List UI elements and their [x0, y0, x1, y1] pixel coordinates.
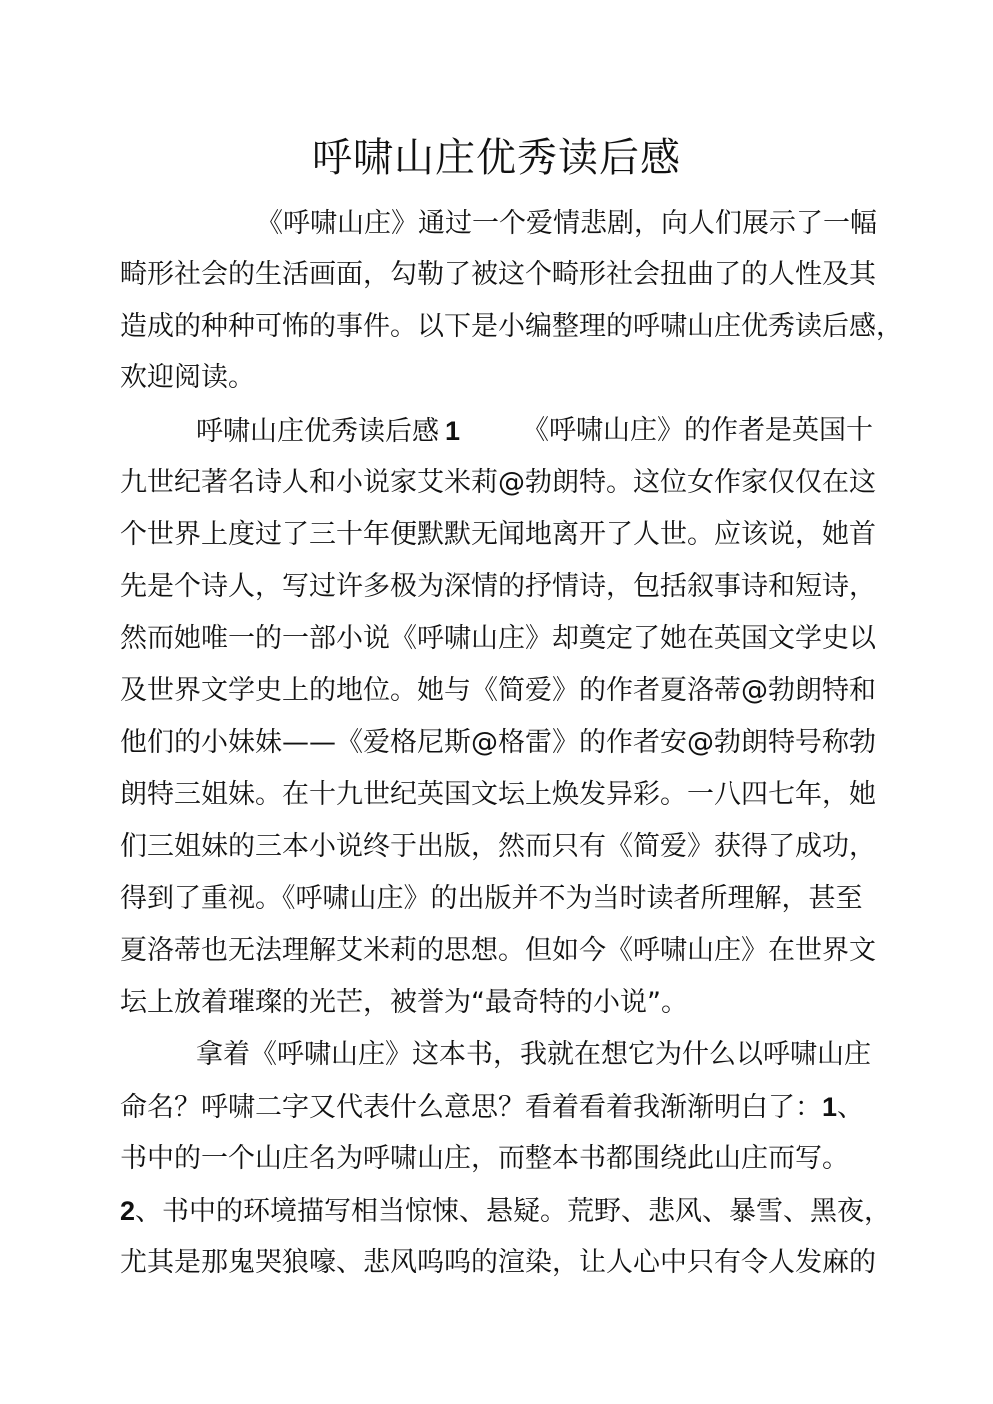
essay-line-8: 朗特三姐妹。在十九世纪英国文坛上焕发异彩。一八四七年，她	[120, 779, 876, 810]
essay-line-7: 他们的小妹妹——《爱格尼斯@格雷》的作者安@勃朗特号称勃	[120, 727, 876, 758]
intro-line-4: 欢迎阅读。	[120, 362, 255, 393]
intro-line-3: 造成的种种可怖的事件。以下是小编整理的呼啸山庄优秀读后感，	[120, 311, 903, 342]
para2-line-2-tail: 、	[837, 1092, 865, 1123]
essay-line-4: 先是个诗人，写过许多极为深情的抒情诗，包括叙事诗和短诗，	[120, 571, 876, 602]
para2-line-2	[120, 1087, 864, 1127]
essay-line-3: 个世界上度过了三十年便默默无闻地离开了人世。应该说，她首	[120, 519, 876, 550]
essay-line-9: 们三姐妹的三本小说终于出版，然而只有《简爱》获得了成功，	[120, 831, 876, 862]
essay-heading	[196, 411, 460, 451]
essay-line-5: 然而她唯一的一部小说《呼啸山庄》却奠定了她在英国文学史以	[120, 623, 876, 654]
para2-line-4	[120, 1191, 891, 1231]
essay-line-2: 九世纪著名诗人和小说家艾米莉@勃朗特。这位女作家仅仅在这	[120, 467, 876, 498]
intro-line-2: 畸形社会的生活画面，勾勒了被这个畸形社会扭曲了的人性及其	[120, 259, 876, 290]
essay-heading-text: 呼啸山庄优秀读后感	[196, 416, 439, 447]
para2-line-4-text: 、书中的环境描写相当惊悚、悬疑。荒野、悲风、暴雪、黑夜，	[135, 1196, 892, 1227]
essay-line-10: 得到了重视。《呼啸山庄》的出版并不为当时读者所理解，甚至	[120, 883, 863, 914]
essay-line-6: 及世界文学史上的地位。她与《简爱》的作者夏洛蒂@勃朗特和	[120, 675, 876, 706]
para2-line-1: 拿着《呼啸山庄》这本书，我就在想它为什么以呼啸山庄	[196, 1039, 871, 1070]
para2-line-4-number: 2	[120, 1196, 136, 1226]
essay-heading-number: 1	[445, 416, 461, 446]
essay-line-12: 坛上放着璀璨的光芒，被誉为“最奇特的小说”。	[120, 987, 688, 1018]
para2-line-5: 尤其是那鬼哭狼嚎、悲风呜呜的渲染，让人心中只有令人发麻的	[120, 1247, 876, 1278]
para2-line-2-number: 1	[822, 1092, 838, 1122]
para2-line-3: 书中的一个山庄名为呼啸山庄，而整本书都围绕此山庄而写。	[120, 1143, 849, 1174]
document-title: 呼啸山庄优秀读后感	[312, 135, 681, 181]
essay-line-11: 夏洛蒂也无法理解艾米莉的思想。但如今《呼啸山庄》在世界文	[120, 935, 876, 966]
essay-line-1-rest: 《呼啸山庄》的作者是英国十	[522, 415, 873, 446]
intro-line-1: 《呼啸山庄》通过一个爱情悲剧，向人们展示了一幅	[256, 208, 877, 239]
para2-line-2-text: 命名？呼啸二字又代表什么意思？看着看着我渐渐明白了：	[120, 1092, 822, 1123]
